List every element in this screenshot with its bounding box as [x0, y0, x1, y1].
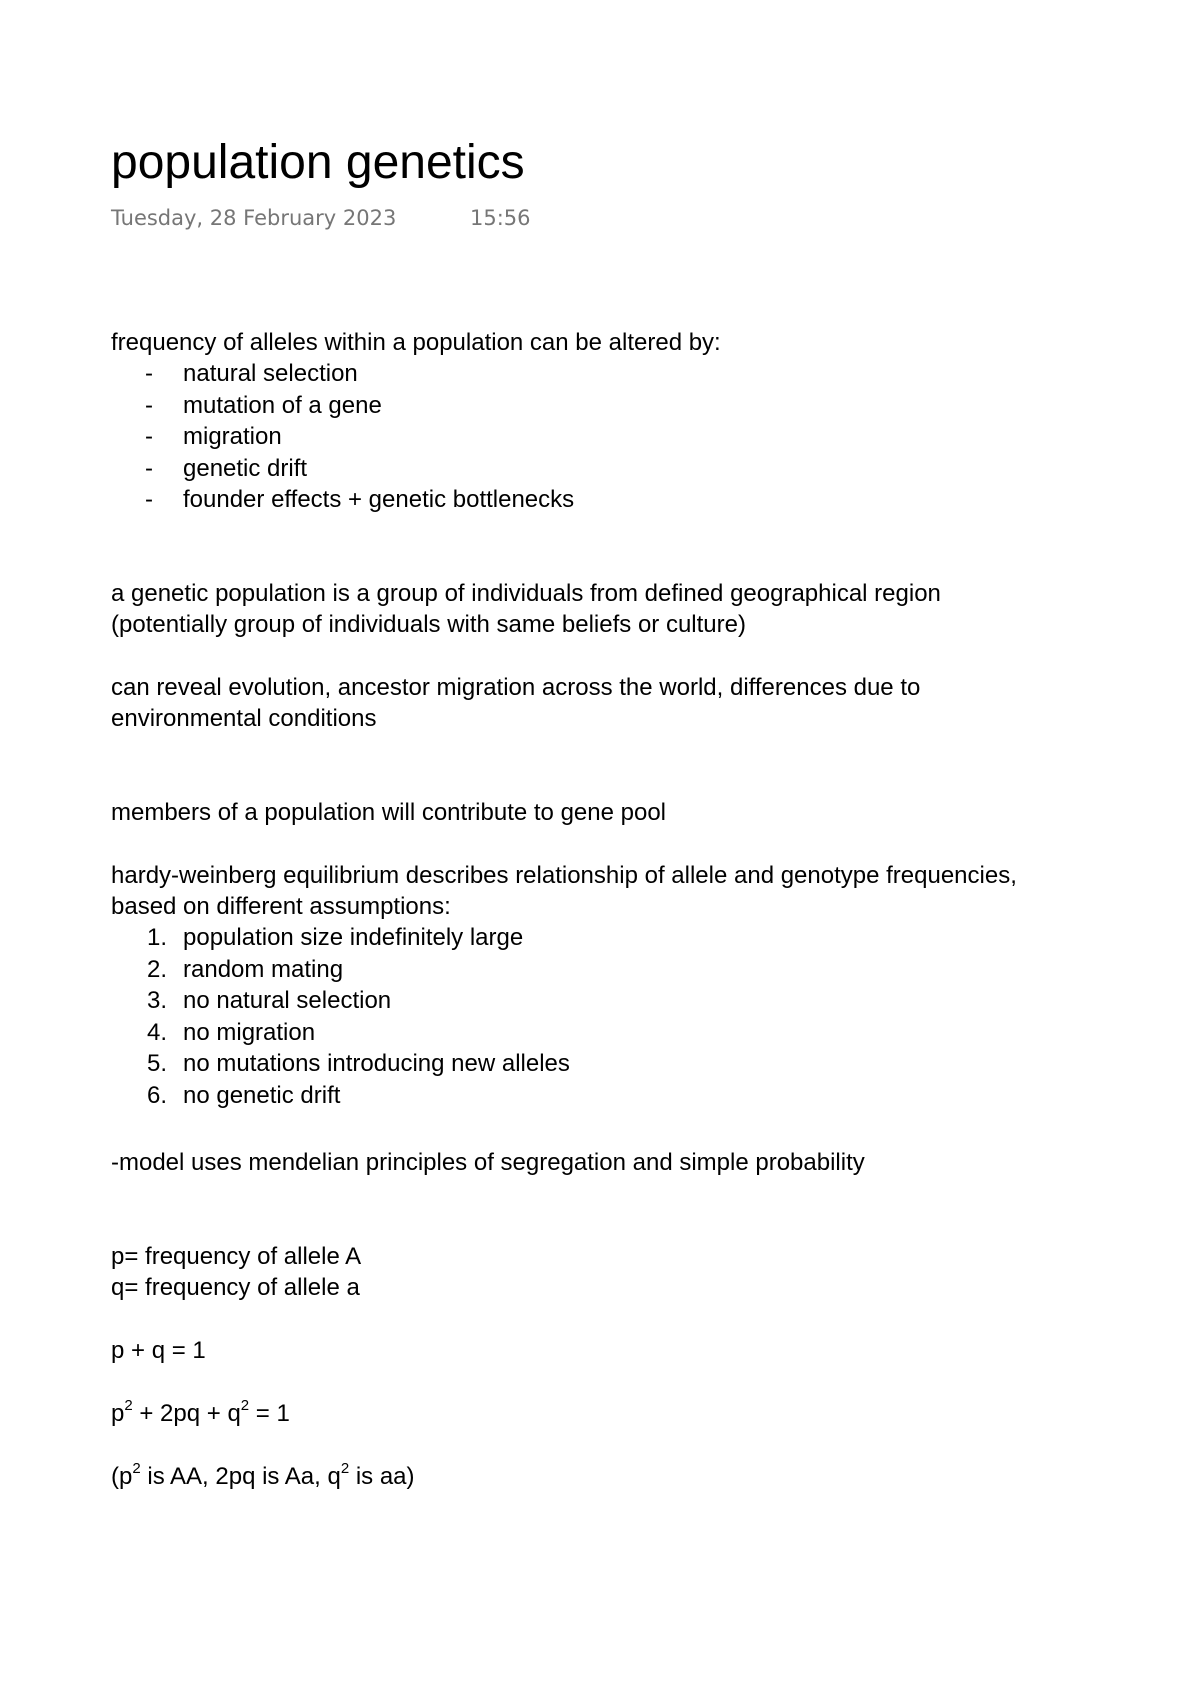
list-item: - genetic drift — [111, 453, 574, 485]
p-definition: p= frequency of allele A — [111, 1243, 362, 1270]
bullet-dash: - — [145, 423, 153, 450]
page-title: population genetics — [111, 136, 525, 189]
list-item: 1. population size indefinitely large — [111, 922, 570, 954]
hardy-weinberg-line-2: based on different assumptions: — [111, 893, 451, 920]
list-item: - migration — [111, 421, 574, 453]
list-number: 1. — [146, 924, 167, 951]
note-date: Tuesday, 28 February 2023 — [111, 206, 397, 230]
sum-equation: p + q = 1 — [111, 1337, 206, 1364]
assumptions-list — [111, 922, 570, 1111]
list-number: 4. — [146, 1018, 167, 1046]
bullet-dash: - — [145, 360, 153, 387]
list-item: 6. no genetic drift — [111, 1080, 570, 1112]
list-item: 4. no migration — [111, 1017, 570, 1049]
note-time: 15:56 — [470, 206, 531, 230]
definition-line-2: (potentially group of individuals with same beliefs or culture) — [111, 611, 746, 638]
list-number: 5. — [146, 1050, 167, 1077]
list-item: - natural selection — [111, 358, 574, 390]
list-item: 2. random mating — [111, 954, 570, 986]
list-number: 3. — [146, 987, 167, 1014]
note-timestamp — [111, 204, 531, 232]
list-item: 3. no natural selection — [111, 985, 570, 1017]
bullet-dash: - — [145, 454, 153, 482]
list-number: 6. — [146, 1081, 167, 1109]
hardy-weinberg-line-1: hardy-weinberg equilibrium describes relationship of allele and genotype frequencies, — [111, 862, 1017, 889]
intro-text: frequency of alleles within a population can be altered by: — [111, 329, 721, 356]
bullet-dash: - — [145, 391, 153, 419]
list-number: 2. — [146, 955, 167, 983]
list-item: - mutation of a gene — [111, 390, 574, 422]
factors-list — [111, 358, 574, 516]
q-definition: q= frequency of allele a — [111, 1274, 360, 1301]
gene-pool-text: members of a population will contribute to gene pool — [111, 799, 666, 826]
genotype-explanation: ($p^2$ is AA, 2pq is Aa, $q^2$ is aa) — [111, 1460, 415, 1490]
definition-line-1: a genetic population is a group of individuals from defined geographical region — [111, 580, 941, 607]
reveal-line-2: environmental conditions — [111, 705, 377, 732]
bullet-dash: - — [145, 486, 153, 513]
list-item: 5. no mutations introducing new alleles — [111, 1048, 570, 1080]
model-text: -model uses mendelian principles of segregation and simple probability — [111, 1149, 865, 1176]
list-item: - founder effects + genetic bottlenecks — [111, 484, 574, 516]
reveal-line-1: can reveal evolution, ancestor migration across the world, differences due to — [111, 674, 921, 701]
hardy-weinberg-equation: $p^2 + 2pq + q^2 = 1$ — [111, 1397, 290, 1427]
